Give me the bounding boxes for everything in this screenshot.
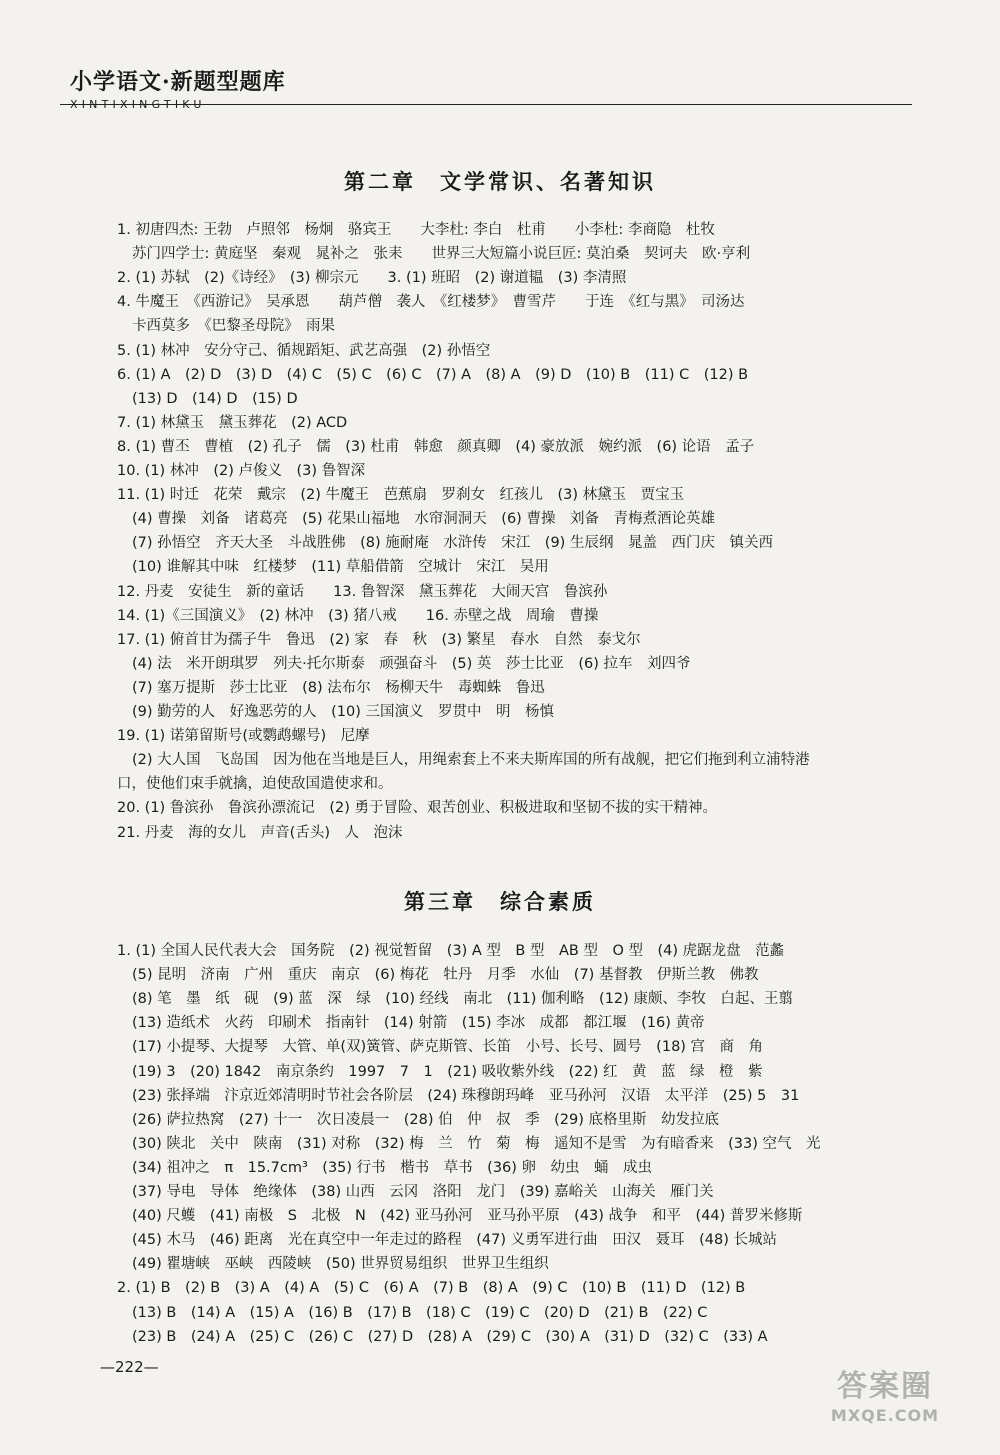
answer-line: (7) 孙悟空 齐天大圣 斗战胜佛 (8) 施耐庵 水浒传 宋江 (9) 生辰纲 晁盖 西门庆 镇关西	[132, 535, 773, 552]
answer-line: (13) 造纸术 火药 印刷术 指南针 (14) 射箭 (15) 李冰 成都 都江堰 (16) 黄帝	[132, 1015, 705, 1032]
answer-line: (37) 导电 导体 绝缘体 (38) 山西 云冈 洛阳 龙门 (39) 嘉峪关 山海关 雁门关	[132, 1184, 714, 1200]
answer-line: (19) 3 (20) 1842 南京条约 1997 7 1 (21) 吸收紫外线 (22) 红 黄 蓝 绿 橙 紫	[132, 1063, 763, 1080]
answer-line: 21. 丹麦 海的女儿 声音(舌头) 人 泡沫	[117, 824, 403, 841]
page-number: —222—	[100, 1358, 159, 1376]
answer-line: (34) 祖冲之 π 15.7cm³ (35) 行书 楷书 草书 (36) 卵 幼虫 蛹 成虫	[132, 1159, 653, 1176]
answer-line: 11. (1) 时迁 花荣 戴宗 (2) 牛魔王 芭蕉扇 罗刹女 红孩儿 (3) 林黛玉 贾宝玉	[117, 487, 685, 504]
answer-line: 2. (1) 苏轼 (2)《诗经》 (3) 柳宗元 3. (1) 班昭 (2) 谢道韫 (3) 李清照	[117, 270, 627, 287]
watermark-logo	[810, 1368, 960, 1438]
header-divider	[60, 104, 912, 105]
answer-line: 19. (1) 诺第留斯号(或鹦鹉螺号) 尼摩	[117, 728, 370, 745]
answer-line: 5. (1) 林冲 安分守己、循规蹈矩、武艺高强 (2) 孙悟空	[117, 342, 491, 359]
answer-line: (4) 法 米开朗琪罗 列夫·托尔斯泰 顽强奋斗 (5) 英 莎士比亚 (6) 拉车 刘四爷	[132, 655, 691, 672]
answer-line: 14. (1)《三国演义》 (2) 林冲 (3) 猪八戒 16. 赤壁之战 周瑜 曹操	[117, 607, 599, 624]
chapter-2-title: 第二章 文学常识、名著知识	[344, 169, 656, 194]
answer-line: 10. (1) 林冲 (2) 卢俊义 (3) 鲁智深	[117, 463, 366, 479]
answer-line: (5) 昆明 济南 广州 重庆 南京 (6) 梅花 牡丹 月季 水仙 (7) 基督教 伊斯兰教 佛教	[132, 967, 759, 984]
answer-line: (23) 张择端 汴京近郊清明时节社会各阶层 (24) 珠穆朗玛峰 亚马孙河 汉语 太平洋 (25) 5 31	[132, 1087, 800, 1104]
answer-line: (9) 勤劳的人 好逸恶劳的人 (10) 三国演义 罗贯中 明 杨慎	[132, 704, 555, 720]
chapter-3-title: 第三章 综合素质	[404, 889, 596, 914]
answer-line: (13) D (14) D (15) D	[132, 390, 298, 407]
answer-line: 6. (1) A (2) D (3) D (4) C (5) C (6) C (7) A (8) A (9) D (10) B (11) C (12) B	[117, 366, 749, 383]
answer-line: 7. (1) 林黛玉 黛玉葬花 (2) ACD	[117, 414, 348, 431]
answer-line: 1. (1) 全国人民代表大会 国务院 (2) 视觉暂留 (3) A 型 B 型 AB 型 O 型 (4) 虎踞龙盘 范蠡	[117, 943, 785, 959]
answer-line: (8) 笔 墨 纸 砚 (9) 蓝 深 绿 (10) 经线 南北 (11) 伽利略 (12) 康颇、李牧 白起、王翦	[132, 991, 793, 1008]
answer-line: 12. 丹麦 安徒生 新的童话 13. 鲁智深 黛玉葬花 大闹天宫 鲁滨孙	[117, 583, 608, 600]
answer-line: (45) 木马 (46) 距离 光在真空中一年走过的路程 (47) 义勇军进行曲 田汉 聂耳 (48) 长城站	[132, 1232, 777, 1249]
answer-line: (26) 萨拉热窝 (27) 十一 次日凌晨一 (28) 伯 仲 叔 季 (29) 底格里斯 幼发拉底	[132, 1111, 719, 1128]
answer-line: (2) 大人国 飞岛国 因为他在当地是巨人，用绳索套上不来夫斯库国的所有战舰，把它们拖到利立浦特港	[132, 752, 810, 769]
book-subtitle-pinyin: XINTIXINGTIKU	[70, 98, 206, 111]
answer-line: 卡西莫多 《巴黎圣母院》 雨果	[132, 318, 335, 335]
answer-line: (7) 塞万提斯 莎士比亚 (8) 法布尔 杨柳天牛 毒蜘蛛 鲁迅	[132, 679, 545, 696]
answer-line: (10) 谁解其中味 红楼梦 (11) 草船借箭 空城计 宋江 吴用	[132, 559, 549, 576]
answer-line: 20. (1) 鲁滨孙 鲁滨孙漂流记 (2) 勇于冒险、艰苦创业、积极进取和坚韧不拔的实干精神。	[117, 800, 717, 817]
answer-line: (23) B (24) A (25) C (26) C (27) D (28) A (29) C (30) A (31) D (32) C (33) A	[132, 1328, 768, 1345]
answer-line: 2. (1) B (2) B (3) A (4) A (5) C (6) A (7) B (8) A (9) C (10) B (11) D (12) B	[117, 1280, 746, 1297]
answer-line: (40) 尺蠖 (41) 南极 S 北极 N (42) 亚马孙河 亚马孙平原 (43) 战争 和平 (44) 普罗米修斯	[132, 1208, 803, 1225]
answer-line: 苏门四学士: 黄庭坚 秦观 晁补之 张耒 世界三大短篇小说巨匠: 莫泊桑 契诃夫 欧·亨利	[132, 246, 751, 263]
answer-line: 1. 初唐四杰: 王勃 卢照邻 杨炯 骆宾王 大李杜: 李白 杜甫 小李杜: 李商隐 杜牧	[117, 222, 715, 238]
watermark-logo-text: 答案圈	[837, 1369, 933, 1404]
answer-line: 17. (1) 俯首甘为孺子牛 鲁迅 (2) 家 春 秋 (3) 繁星 春水 自然 泰戈尔	[117, 631, 641, 648]
answer-line: 口，使他们束手就擒，迫使敌国遣使求和。	[117, 776, 393, 793]
answer-line: 8. (1) 曹丕 曹植 (2) 孔子 儒 (3) 杜甫 韩愈 颜真卿 (4) 豪放派 婉约派 (6) 论语 孟子	[117, 438, 755, 455]
answer-line: (30) 陕北 关中 陕南 (31) 对称 (32) 梅 兰 竹 菊 梅 遥知不是雪 为有暗香来 (33) 空气 光	[132, 1135, 821, 1152]
answer-line: (49) 瞿塘峡 巫峡 西陵峡 (50) 世界贸易组织 世界卫生组织	[132, 1256, 549, 1273]
answer-line: (13) B (14) A (15) A (16) B (17) B (18) C (19) C (20) D (21) B (22) C	[132, 1304, 708, 1321]
book-title: 小学语文·新题型题库	[70, 69, 286, 95]
watermark-url: MXQE.COM	[830, 1406, 940, 1425]
answer-line: 4. 牛魔王 《西游记》 吴承恩 葫芦僧 袭人 《红楼梦》 曹雪芹 于连 《红与黑》 司汤达	[117, 294, 745, 311]
answer-line: (4) 曹操 刘备 诸葛亮 (5) 花果山福地 水帘洞洞天 (6) 曹操 刘备 青梅煮酒论英雄	[132, 511, 715, 528]
answer-line: (17) 小提琴、大提琴 大管、单(双)簧管、萨克斯管、长笛 小号、长号、圆号 (18) 宫 商 角	[132, 1039, 764, 1056]
